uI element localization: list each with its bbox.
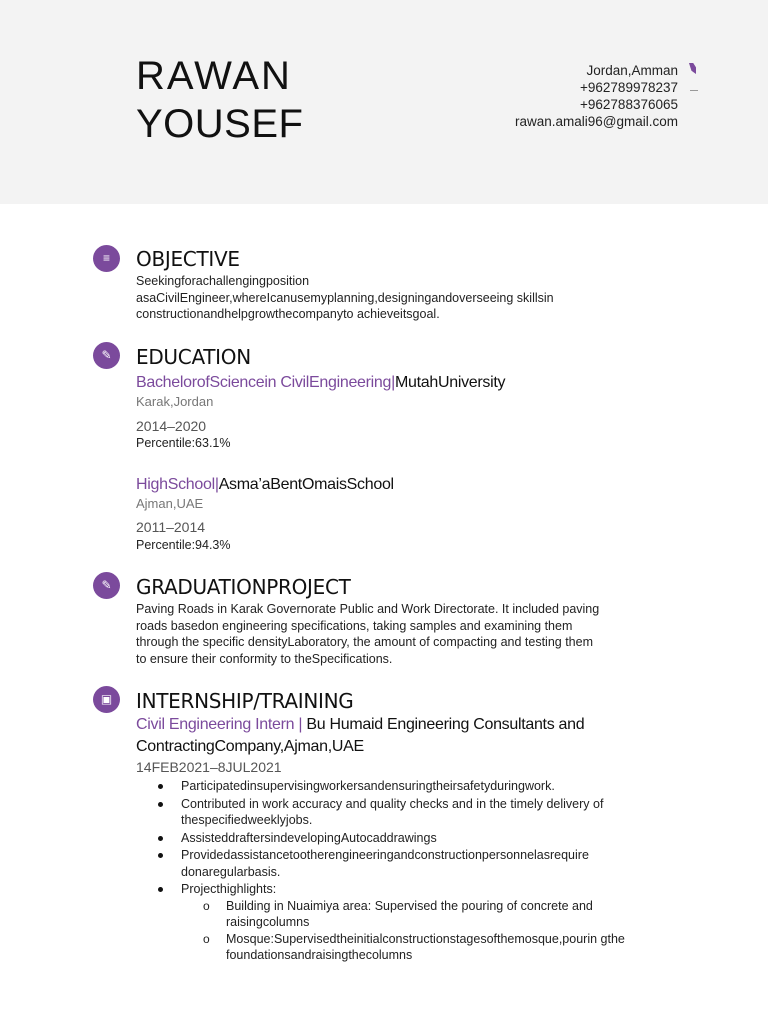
project-line: through the specific densityLaboratory, the amount of compacting and testing them (136, 635, 593, 649)
education-entry-title (136, 474, 676, 496)
list-item: Providedassistancetootherengineeringandconstructionpersonnelasrequire donaregularbasis. (136, 847, 656, 880)
education-score: Percentile:63.1% (136, 436, 231, 450)
last-name: YOUSEF (136, 102, 304, 146)
company-name-line2: ContractingCompany,Ajman,UAE (136, 738, 364, 755)
contact-email[interactable]: rawan.amali96@gmail.com (514, 114, 678, 129)
school-name: MutahUniversity (395, 374, 506, 391)
objective-line: Seekingforachallengingposition (136, 274, 310, 288)
objective-line: constructionandhelpgrowthecompanyto achieveitsgoal. (136, 307, 440, 321)
bullet-icon (158, 836, 163, 841)
list-item: Participatedinsupervisingworkersandensuringtheirsafetyduringwork. (136, 778, 656, 795)
circle-bullet-icon: o (203, 898, 210, 913)
education-title: EDUCATION (136, 345, 251, 369)
education-location: Karak,Jordan (136, 394, 214, 409)
list-item: AssisteddraftersindevelopingAutocaddrawings (136, 830, 656, 847)
briefcase-icon: ▣ (93, 686, 120, 713)
education-dates: 2011–2014 (136, 519, 206, 535)
candidate-name (136, 52, 303, 148)
contact-block (508, 62, 678, 130)
degree-name: HighSchool| (136, 476, 219, 493)
internship-entry-title (136, 714, 676, 758)
bullet-icon (158, 784, 163, 789)
bullet-icon (158, 853, 163, 858)
list-item: Contributed in work accuracy and quality checks and in the timely delivery of thespecifiedweeklyjobs. (136, 796, 656, 829)
education-score: Percentile:94.3% (136, 538, 231, 552)
education-dates: 2014–2020 (136, 418, 207, 434)
project-title: GRADUATIONPROJECT (136, 575, 351, 599)
list-item: Projecthighlights: o Building in Nuaimiya area: Supervised the pouring of concrete and raisingcolumns o Mosque:Supervisedtheinitialconstructionstagesofthemosque,pourin gthefoundationsandraisingthecolumns (136, 881, 656, 964)
list-item: o Building in Nuaimiya area: Supervised the pouring of concrete and raisingcolumns (203, 898, 593, 929)
project-line: Paving Roads in Karak Governorate Public and Work Directorate. It included paving (136, 602, 600, 616)
intern-role: Civil Engineering Intern | (136, 716, 307, 733)
internship-duties (136, 778, 656, 965)
school-name: Asma’aBentOmaisSchool (218, 476, 394, 493)
graduation-cap-icon: ✎ (93, 572, 120, 599)
graduation-cap-icon: ✎ (93, 342, 120, 369)
degree-name: BachelorofSciencein CivilEngineering| (136, 374, 395, 391)
contact-location: Jordan,Amman (586, 63, 678, 78)
phone-icon (690, 88, 698, 91)
objective-title: OBJECTIVE (136, 247, 240, 271)
objective-line: asaCivilEngineer,whereIcanusemyplanning,designingandoverseeing skillsin (136, 290, 554, 305)
project-highlights (181, 898, 656, 964)
project-line: roads basedon engineering specifications, taking samples and examining them (136, 618, 573, 633)
company-name-line1: Bu Humaid Engineering Consultants and (306, 716, 585, 733)
project-line: to ensure their conformity to theSpecifications. (136, 651, 393, 666)
objective-text (136, 273, 676, 323)
list-item: o Mosque:Supervisedtheinitialconstructionstagesofthemosque,pourin gthefoundationsandraisingthecolumns (203, 931, 625, 962)
education-location: Ajman,UAE (136, 496, 204, 511)
circle-bullet-icon: o (203, 931, 210, 946)
contact-phone-2[interactable]: +962788376065 (580, 97, 678, 112)
bullet-icon (158, 887, 163, 892)
contact-phone-1[interactable]: +962789978237 (580, 80, 678, 95)
internship-title: INTERNSHIP/TRAINING (136, 689, 354, 713)
first-name: RAWAN (136, 54, 292, 98)
bullet-icon (158, 802, 163, 807)
education-entry-title (136, 372, 676, 394)
list-icon: ≡ (93, 245, 120, 272)
internship-dates: 14FEB2021–8JUL2021 (136, 759, 282, 775)
project-text (136, 601, 676, 667)
